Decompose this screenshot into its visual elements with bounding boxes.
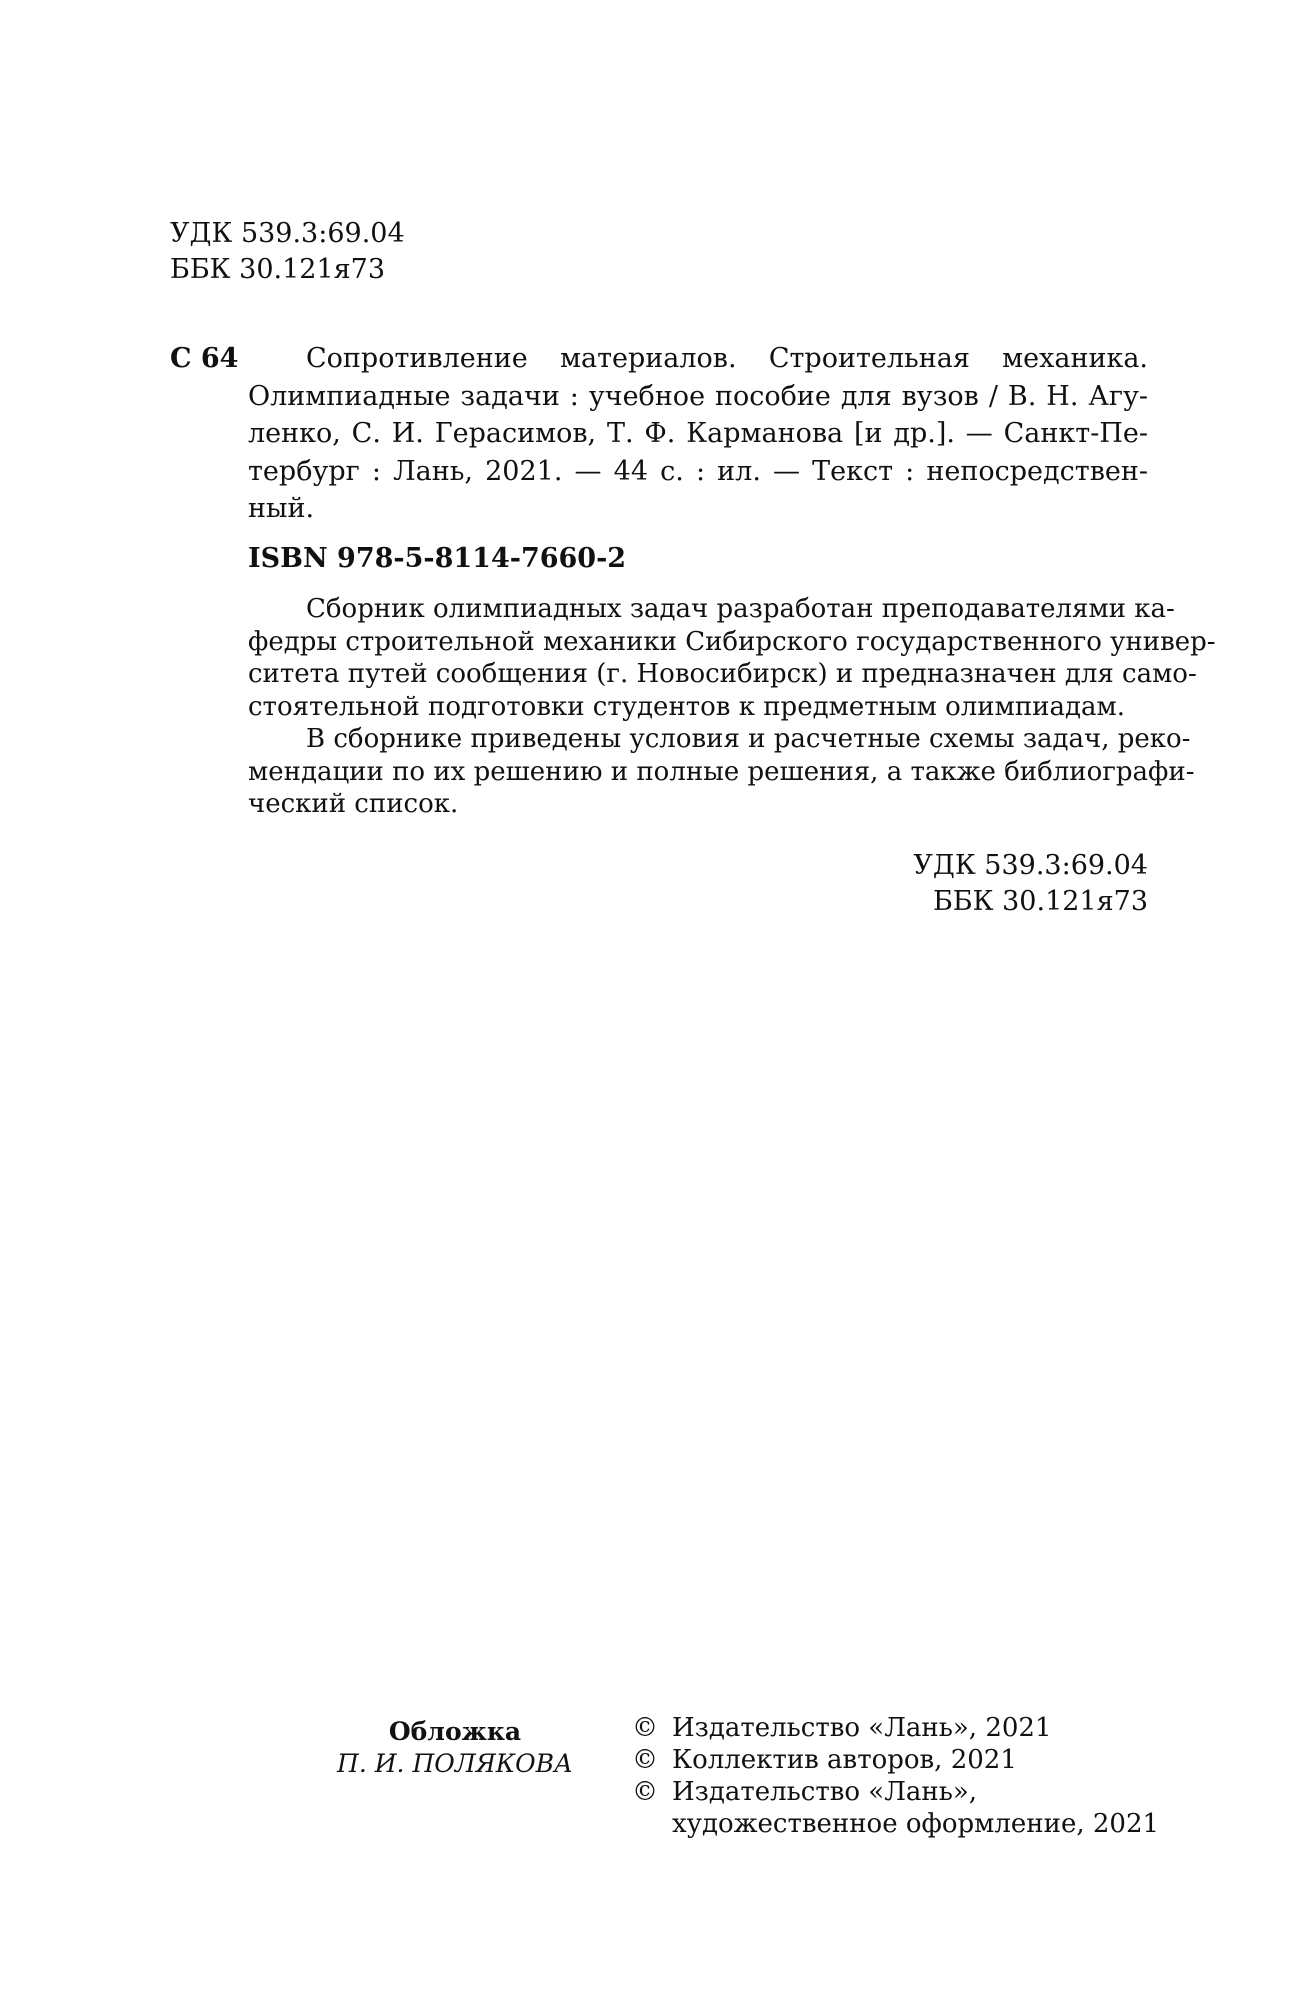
classification-codes-bottom [913, 848, 1148, 920]
copyright-text: Коллектив авторов, 2021 [672, 1745, 1017, 1775]
cover-credit [320, 1716, 590, 1780]
bbk-code: ББК 30.121я73 [170, 254, 386, 285]
copyright-icon: © [632, 1777, 658, 1807]
annotation-line: мендации по их решению и полные решения, а также библиографи- [248, 756, 1195, 787]
biblio-line: Олимпиадные задачи : учебное пособие для вузов / В. Н. Агу- [248, 380, 1148, 412]
biblio-line: ный. [248, 493, 315, 524]
copyright-text-continued: художественное оформление, 2021 [672, 1809, 1160, 1839]
annotation-line: В сборнике приведены условия и расчетные схемы задач, реко- [306, 724, 1191, 754]
bbk-code: ББК 30.121я73 [932, 886, 1148, 917]
annotation-line: стоятельной подготовки студентов к предметным олимпиадам. [248, 691, 1125, 722]
copyright-icon: © [632, 1745, 658, 1775]
copyright-icon: © [632, 1713, 658, 1743]
biblio-line: Сопротивление материалов. Строительная механика. [306, 343, 1148, 374]
annotation-line: федры строительной механики Сибирского государственного универ- [248, 626, 1216, 657]
classification-codes-top [170, 216, 405, 288]
copyright-text: Издательство «Лань», 2021 [672, 1713, 1052, 1743]
biblio-line: тербург : Лань, 2021. — 44 с. : ил. — Текст : непосредствен- [248, 455, 1148, 487]
copyright-line [632, 1776, 1159, 1808]
copyright-line [632, 1712, 1159, 1744]
isbn: ISBN 978-5-8114-7660-2 [248, 543, 627, 574]
cover-designer-name: П. И. ПОЛЯКОВА [337, 1749, 573, 1778]
udk-code: УДК 539.3:69.04 [170, 218, 405, 249]
bibliographic-record [248, 340, 1148, 528]
annotation-line: Сборник олимпиадных задач разработан преподавателями ка- [306, 594, 1175, 624]
copyright-line [632, 1744, 1159, 1776]
annotation-paragraph-1 [248, 593, 1216, 723]
cover-credit-label: Обложка [388, 1717, 522, 1746]
udk-code: УДК 539.3:69.04 [913, 850, 1148, 881]
biblio-line: ленко, С. И. Герасимов, Т. Ф. Карманова [и др.]. — Санкт-Пе- [248, 418, 1148, 449]
annotation [248, 593, 1216, 821]
annotation-line: ситета путей сообщения (г. Новосибирск) и предназначен для само- [248, 659, 1197, 689]
author-cutter-code: С 64 [170, 343, 239, 374]
annotation-line: ческий список. [248, 789, 459, 819]
copyright-block [632, 1712, 1159, 1840]
annotation-paragraph-2 [248, 723, 1195, 821]
copyright-text: Издательство «Лань», [672, 1777, 978, 1807]
